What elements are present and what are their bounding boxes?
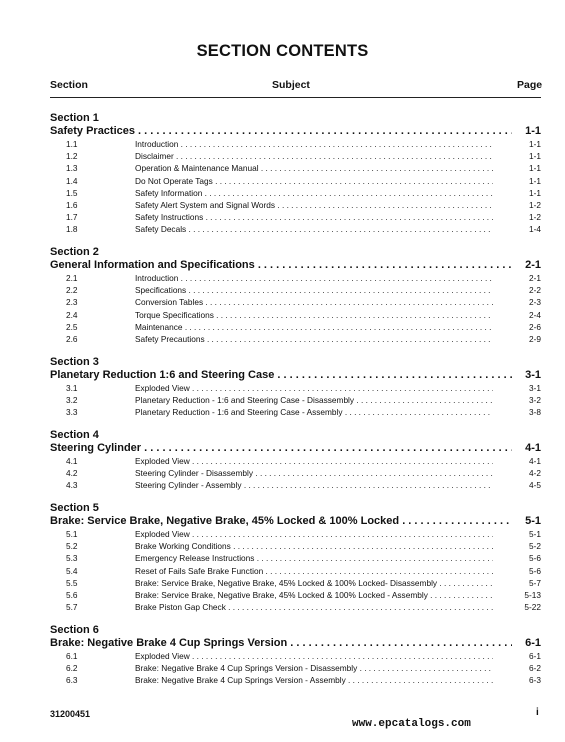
toc-entry[interactable] <box>66 176 541 188</box>
entry-number: 1.2 <box>66 151 78 162</box>
entry-number: 2.2 <box>66 285 78 296</box>
entry-page: 2-4 <box>529 309 541 320</box>
watermark: www.epcatalogs.com <box>352 718 471 730</box>
entry-page: 4-5 <box>529 480 541 491</box>
section-title: General Information and Specifications . . . <box>50 259 512 271</box>
entry-page: 3-1 <box>529 383 541 393</box>
entry-page: 2-6 <box>529 321 541 332</box>
toc-entry[interactable] <box>66 553 541 565</box>
section-label: Section 4 <box>50 429 99 441</box>
section-label: Section 3 <box>50 356 99 368</box>
entry-number: 3.1 <box>66 383 78 393</box>
entry-title: Steering Cylinder - Assembly . . . <box>135 480 493 490</box>
section-entry[interactable] <box>50 515 541 529</box>
section-title: Brake: Service Brake, Negative Brake, 45% Locked & 100% Locked . . . <box>50 515 512 527</box>
toc-entry[interactable] <box>66 529 541 541</box>
entry-page: 1-1 <box>529 163 541 174</box>
section-title: Planetary Reduction 1:6 and Steering Case . . . <box>50 369 512 381</box>
entry-page: 5-7 <box>529 577 541 588</box>
entry-number: 1.3 <box>66 163 78 174</box>
entry-title: Planetary Reduction - 1:6 and Steering Case - Assembly . . . <box>135 407 493 417</box>
entry-page: 1-2 <box>529 212 541 223</box>
entry-number: 1.5 <box>66 187 78 198</box>
entry-number: 6.1 <box>66 651 78 661</box>
entry-title: Introduction . . . <box>135 139 493 149</box>
entry-title: Safety Information . . . <box>135 188 493 198</box>
entry-page: 3-2 <box>529 395 541 406</box>
toc-entry[interactable] <box>66 139 541 151</box>
entry-number: 2.5 <box>66 321 78 332</box>
section-label: Section 6 <box>50 624 99 636</box>
entry-number: 5.1 <box>66 529 78 539</box>
entry-title: Steering Cylinder - Disassembly . . . <box>135 468 493 478</box>
toc-entry[interactable] <box>66 224 541 236</box>
toc-entry[interactable] <box>66 675 541 687</box>
entry-title: Safety Decals . . . <box>135 224 493 234</box>
entry-page: 1-1 <box>529 139 541 149</box>
entry-title: Operation & Maintenance Manual . . . <box>135 163 493 173</box>
entry-number: 5.2 <box>66 541 78 552</box>
section-entry[interactable] <box>50 637 541 651</box>
section-title: Steering Cylinder . . . <box>50 442 512 454</box>
toc-entry[interactable] <box>66 151 541 163</box>
entry-number: 4.2 <box>66 468 78 479</box>
section-page: 2-1 <box>525 259 541 271</box>
entry-title: Brake: Service Brake, Negative Brake, 45% Locked & 100% Locked - Assembly . . . <box>135 590 493 600</box>
entry-number: 4.3 <box>66 480 78 491</box>
section-entry[interactable] <box>50 259 541 273</box>
toc-entry[interactable] <box>66 297 541 309</box>
entry-title: Brake Piston Gap Check . . . <box>135 602 493 612</box>
entry-page: 1-4 <box>529 224 541 235</box>
toc-entry[interactable] <box>66 590 541 602</box>
entry-title: Safety Alert System and Signal Words . . . <box>135 200 493 210</box>
section-page: 4-1 <box>525 442 541 454</box>
entry-page: 1-1 <box>529 175 541 186</box>
entry-title: Brake: Negative Brake 4 Cup Springs Version - Assembly . . . <box>135 675 493 685</box>
entry-number: 5.6 <box>66 590 78 600</box>
entry-title: Brake: Negative Brake 4 Cup Springs Version - Disassembly . . . <box>135 663 493 673</box>
toc-entry[interactable] <box>66 566 541 578</box>
entry-number: 2.1 <box>66 273 78 283</box>
entry-page: 4-2 <box>529 468 541 479</box>
toc-entry[interactable] <box>66 188 541 200</box>
entry-title: Safety Instructions . . . <box>135 212 493 222</box>
entry-page: 5-1 <box>529 529 541 539</box>
entry-number: 5.5 <box>66 577 78 588</box>
section-label: Section 5 <box>50 502 99 514</box>
toc-entry[interactable] <box>66 602 541 614</box>
toc-entry[interactable] <box>66 651 541 663</box>
entry-title: Exploded View . . . <box>135 456 493 466</box>
entry-title: Reset of Fails Safe Brake Function . . . <box>135 566 493 576</box>
section-page: 3-1 <box>525 369 541 381</box>
toc-entry[interactable] <box>66 334 541 346</box>
column-header-subject: Subject <box>272 79 310 91</box>
entry-page: 2-3 <box>529 297 541 308</box>
entry-page: 5-22 <box>524 602 541 613</box>
entry-number: 6.2 <box>66 663 78 674</box>
entry-number: 1.7 <box>66 212 78 223</box>
entry-page: 5-2 <box>529 541 541 552</box>
entry-title: Do Not Operate Tags . . . <box>135 176 493 186</box>
entry-number: 5.3 <box>66 553 78 564</box>
toc-entry[interactable] <box>66 383 541 395</box>
entry-title: Disclaimer . . . <box>135 151 493 161</box>
section-title: Safety Practices . . . <box>50 125 512 137</box>
section-title: Brake: Negative Brake 4 Cup Springs Version . . . <box>50 637 512 649</box>
entry-number: 5.4 <box>66 565 78 576</box>
section-entry[interactable] <box>50 125 541 139</box>
entry-title: Planetary Reduction - 1:6 and Steering Case - Disassembly . . . <box>135 395 493 405</box>
entry-number: 2.3 <box>66 297 78 308</box>
entry-number: 3.2 <box>66 395 78 406</box>
toc-entry[interactable] <box>66 322 541 334</box>
entry-page: 1-1 <box>529 151 541 162</box>
toc-entry[interactable] <box>66 541 541 553</box>
entry-title: Conversion Tables . . . <box>135 297 493 307</box>
entry-page: 3-8 <box>529 407 541 418</box>
toc-entry[interactable] <box>66 273 541 285</box>
entry-page: 6-3 <box>529 675 541 686</box>
toc-entry[interactable] <box>66 480 541 492</box>
entry-number: 4.1 <box>66 456 78 466</box>
entry-page: 5-6 <box>529 565 541 576</box>
entry-number: 3.3 <box>66 407 78 418</box>
page-number: i <box>536 707 539 718</box>
entry-number: 2.6 <box>66 334 78 344</box>
entry-number: 1.1 <box>66 139 78 149</box>
entry-title: Specifications . . . <box>135 285 493 295</box>
section-label: Section 1 <box>50 112 99 124</box>
entry-title: Exploded View . . . <box>135 651 493 661</box>
entry-title: Exploded View . . . <box>135 529 493 539</box>
entry-page: 1-2 <box>529 200 541 210</box>
toc-entry[interactable] <box>66 395 541 407</box>
section-entry[interactable] <box>50 369 541 383</box>
entry-title: Brake: Service Brake, Negative Brake, 45% Locked & 100% Locked- Disassembly . . . <box>135 578 493 588</box>
document-number: 31200451 <box>50 709 91 719</box>
entry-title: Emergency Release Instructions . . . <box>135 553 493 563</box>
entry-page: 2-1 <box>529 273 541 283</box>
entry-title: Torque Specifications . . . <box>135 310 493 320</box>
entry-title: Brake Working Conditions . . . <box>135 541 493 551</box>
entry-title: Maintenance . . . <box>135 322 493 332</box>
entry-title: Exploded View . . . <box>135 383 493 393</box>
page-title: SECTION CONTENTS <box>196 42 369 60</box>
toc-entry[interactable] <box>66 285 541 297</box>
entry-number: 1.4 <box>66 175 78 186</box>
entry-title: Safety Precautions . . . <box>135 334 493 344</box>
toc-entry[interactable] <box>66 212 541 224</box>
section-page: 6-1 <box>525 637 541 649</box>
entry-page: 6-2 <box>529 663 541 674</box>
column-header-page: Page <box>517 79 543 91</box>
entry-page: 5-13 <box>524 590 541 600</box>
entry-page: 5-6 <box>529 553 541 564</box>
entry-number: 1.8 <box>66 224 78 235</box>
entry-number: 6.3 <box>66 675 78 686</box>
toc-entry[interactable] <box>66 310 541 322</box>
toc-entry[interactable] <box>66 578 541 590</box>
section-page: 5-1 <box>525 515 541 527</box>
header-divider <box>50 97 541 98</box>
toc-entry[interactable] <box>66 163 541 175</box>
entry-page: 4-1 <box>529 456 541 466</box>
entry-page: 6-1 <box>529 651 541 661</box>
entry-number: 5.7 <box>66 602 78 613</box>
section-page: 1-1 <box>525 125 541 137</box>
entry-number: 1.6 <box>66 200 78 210</box>
section-entry[interactable] <box>50 442 541 456</box>
entry-page: 2-9 <box>529 334 541 344</box>
toc-entry[interactable] <box>66 468 541 480</box>
toc-entry[interactable] <box>66 456 541 468</box>
column-header-section: Section <box>50 79 88 91</box>
section-label: Section 2 <box>50 246 99 258</box>
entry-page: 2-2 <box>529 285 541 296</box>
toc-entry[interactable] <box>66 663 541 675</box>
toc-entry[interactable] <box>66 407 541 419</box>
entry-number: 2.4 <box>66 309 78 320</box>
toc-entry[interactable] <box>66 200 541 212</box>
entry-title: Introduction . . . <box>135 273 493 283</box>
entry-page: 1-1 <box>529 187 541 198</box>
